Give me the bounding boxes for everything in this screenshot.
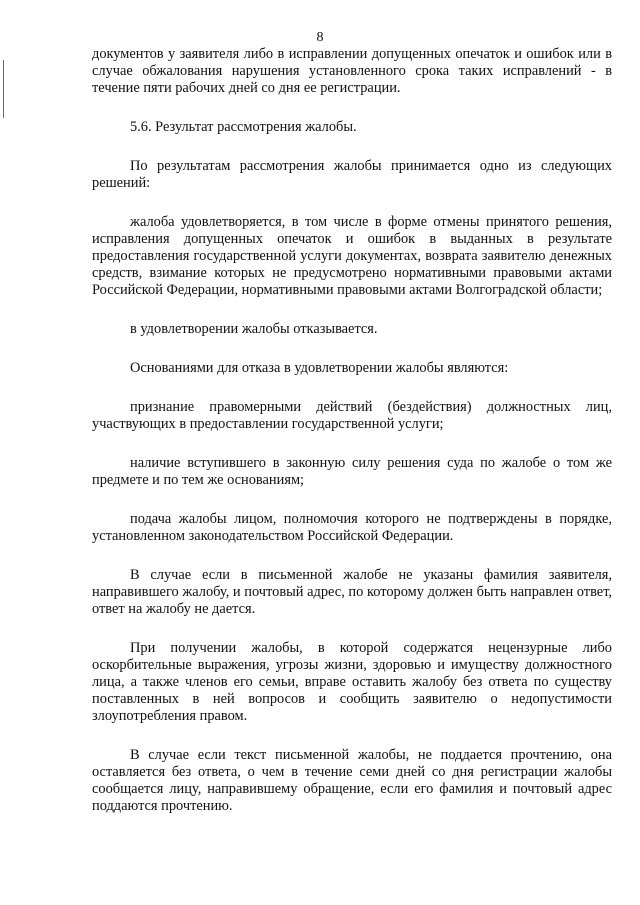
paragraph-decisions-intro: По результатам рассмотрения жалобы принимается одно из следующих решений: <box>92 158 612 191</box>
paragraph-ground-court-decision: наличие вступившего в законную силу решения суда по жалобе о том же предмете и по тем же основаниям; <box>92 455 612 488</box>
paragraph-ground-unauthorized: подача жалобы лицом, полномочия которого не подтверждены в порядке, установленном законодательством Российской Федерации. <box>92 511 612 544</box>
paragraph-unreadable-text: В случае если текст письменной жалобы, не поддается прочтению, она оставляется без ответа, о чем в течение семи дней со дня регистрации жалобы сообщается лицу, направившему обращение, если его фамилия и почтовый адрес поддаются прочтению. <box>92 747 612 814</box>
paragraph-ground-lawful-actions: признание правомерными действий (бездействия) должностных лиц, участвующих в предоставлении государственной услуги; <box>92 399 612 432</box>
paragraph-continuation: документов у заявителя либо в исправлении допущенных опечаток и ошибок или в случае обжалования нарушения установленного срока таких исправлений - в течение пяти рабочих дней со дня ее регистрации. <box>92 46 612 96</box>
paragraph-obscene-language: При получении жалобы, в которой содержатся нецензурные либо оскорбительные выражения, угрозы жизни, здоровью и имуществу должностного лица, а также членов его семьи, вправе оставить жалобу без ответа по существу поставленных в ней вопросов и сообщить заявителю о недопустимости злоупотребления правом. <box>92 640 612 724</box>
paragraph-no-surname-address: В случае если в письменной жалобе не указаны фамилия заявителя, направившего жалобу, и почтовый адрес, по которому должен быть направлен ответ, ответ на жалобу не дается. <box>92 567 612 617</box>
section-heading: 5.6. Результат рассмотрения жалобы. <box>130 119 357 135</box>
scan-edge-mark <box>3 60 4 118</box>
page-number: 8 <box>316 30 324 45</box>
paragraph-complaint-satisfied: жалоба удовлетворяется, в том числе в форме отмены принятого решения, исправления допущенных опечаток и ошибок в выданных в результате предоставления государственной услуги документах, возврата заявителю денежных средств, взимание которых не предусмотрено нормативными правовыми актами Российской Федерации, нормативными правовыми актами Волгоградской области; <box>92 214 612 298</box>
paragraph-complaint-refused: в удовлетворении жалобы отказывается. <box>130 321 378 337</box>
paragraph-refusal-grounds: Основаниями для отказа в удовлетворении жалобы являются: <box>130 360 509 376</box>
document-body <box>92 46 612 815</box>
